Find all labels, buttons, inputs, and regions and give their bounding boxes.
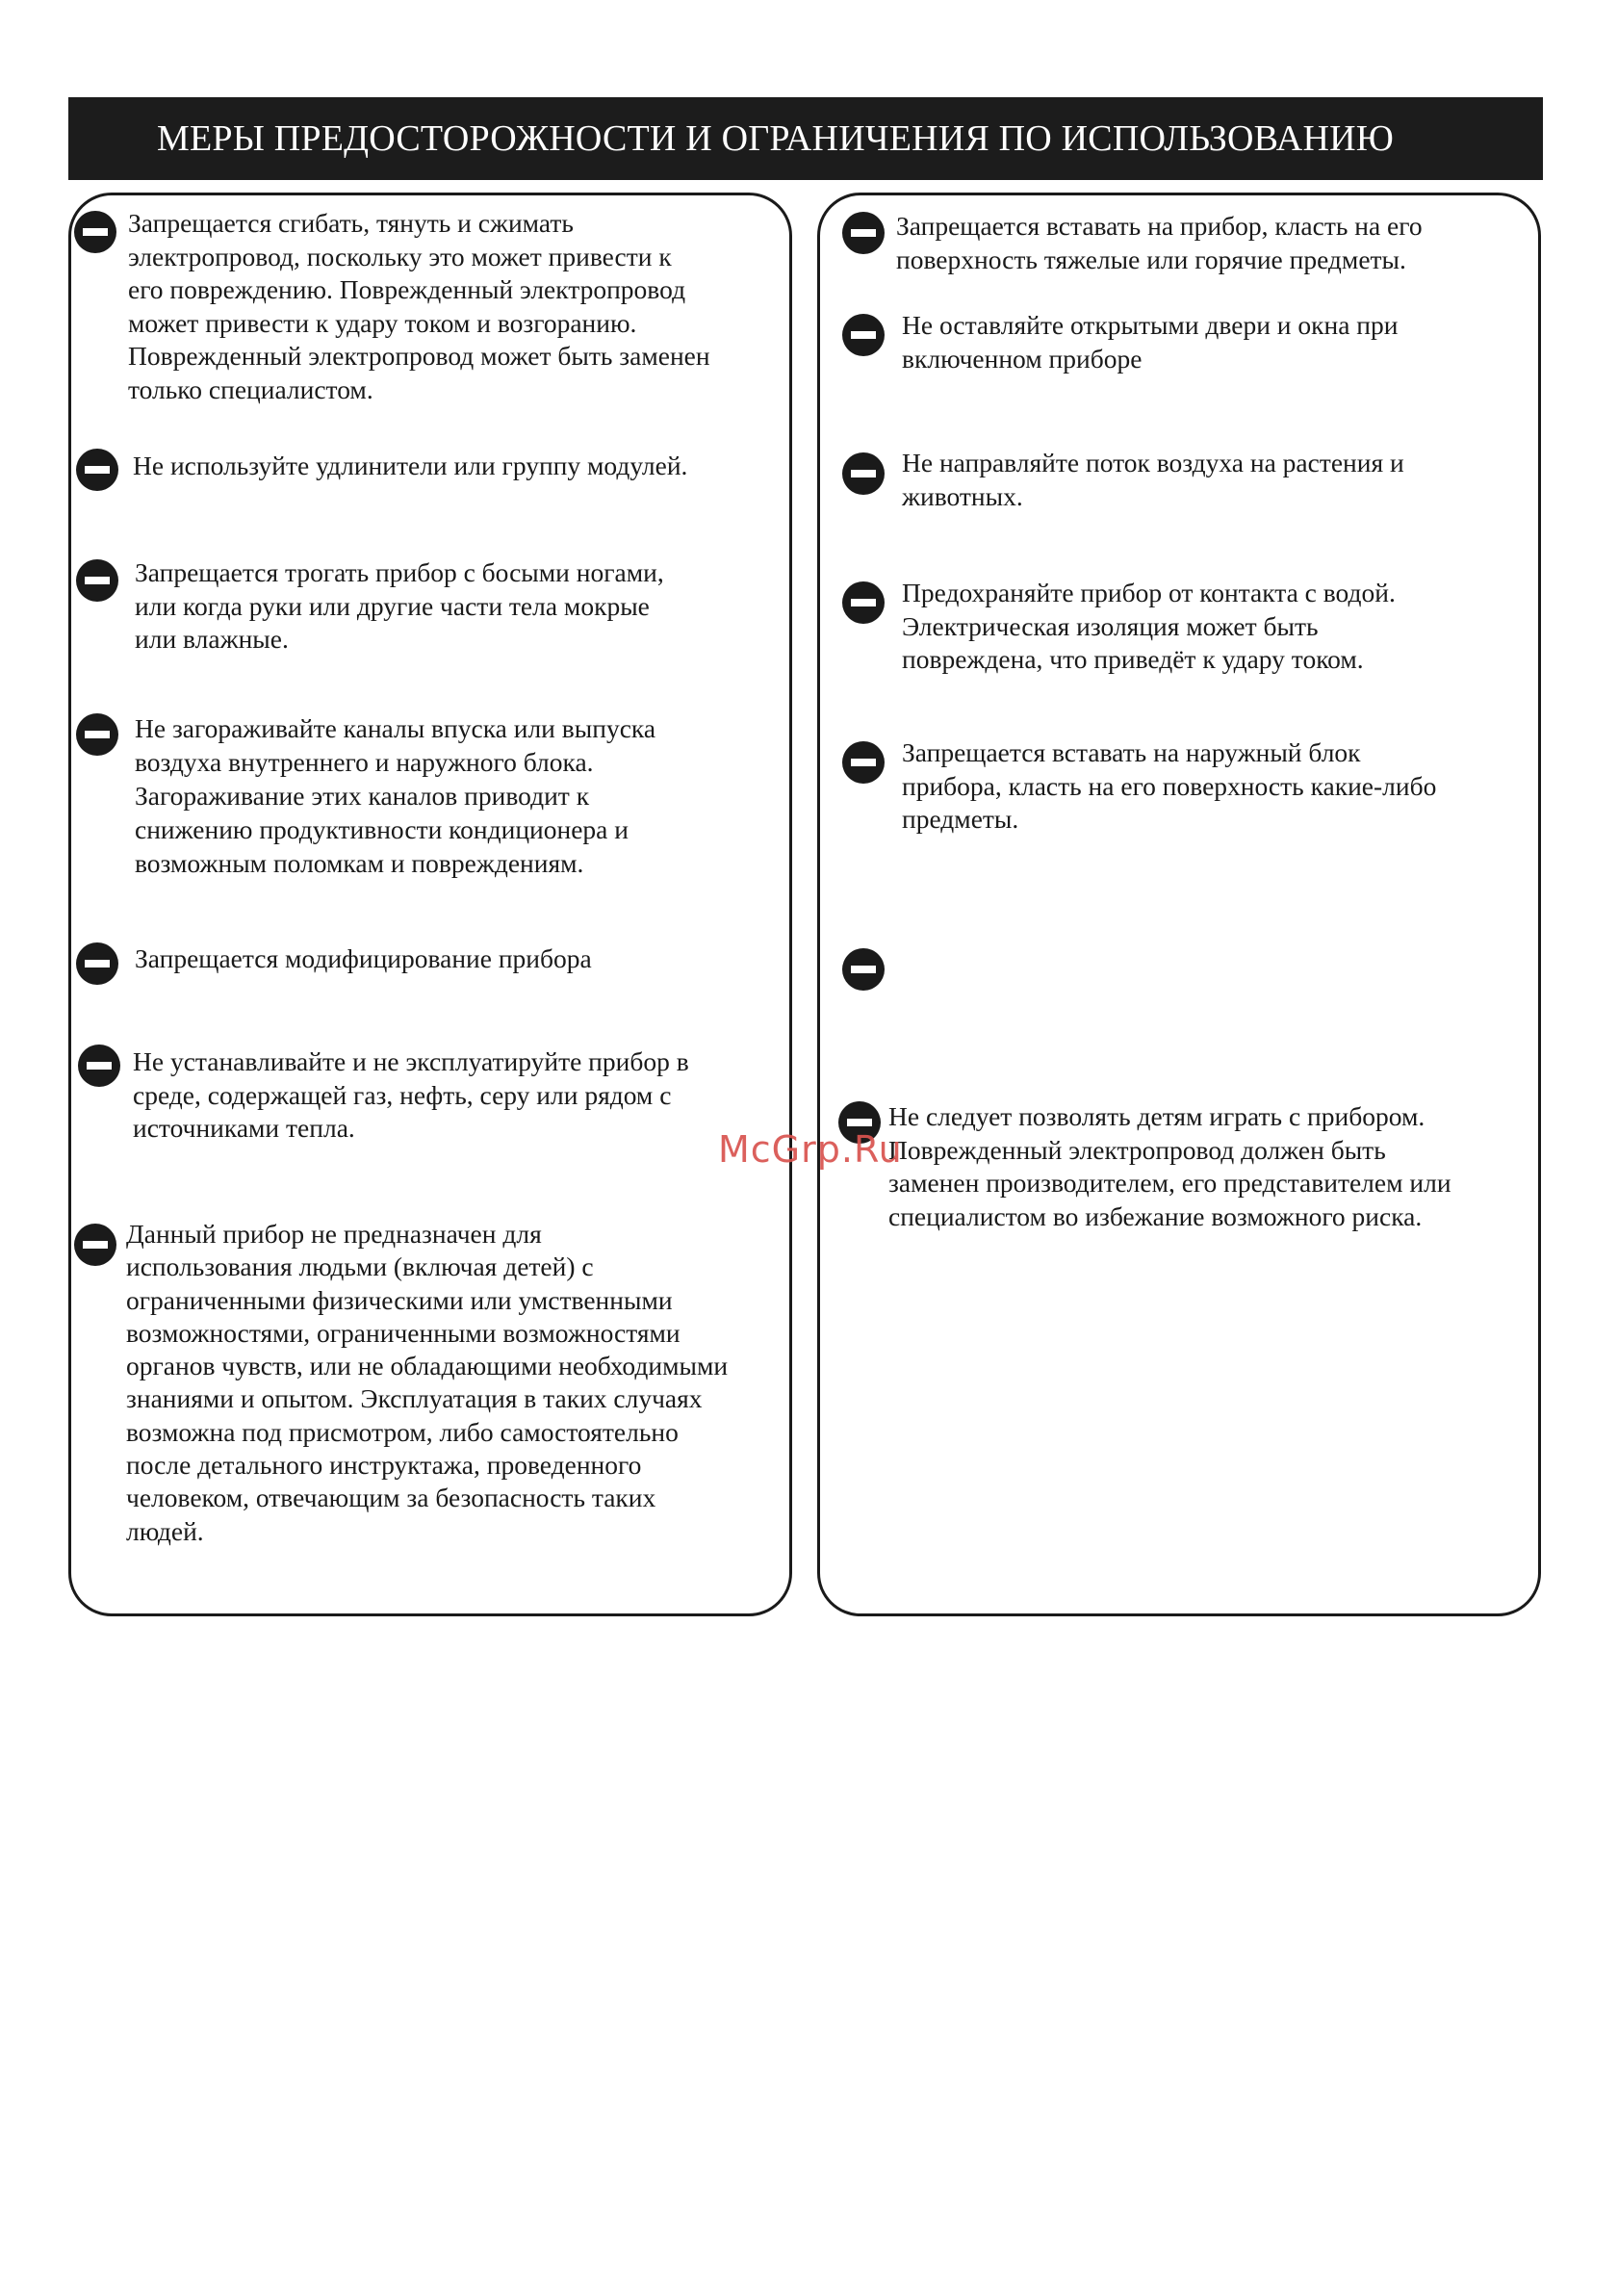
- prohibition-icon: [76, 713, 118, 756]
- prohibition-icon: [76, 942, 118, 985]
- precaution-item-airflow-plants: Не направляйте поток воздуха на растения и животных.: [902, 448, 1404, 511]
- prohibition-icon: [76, 559, 118, 602]
- prohibition-icon: [76, 449, 118, 491]
- page-title-bar: [68, 97, 1543, 180]
- page-title: МЕРЫ ПРЕДОСТОРОЖНОСТИ И ОГРАНИЧЕНИЯ ПО ИСПОЛЬЗОВАНИЮ: [157, 118, 1394, 159]
- prohibition-icon: [74, 211, 116, 253]
- precaution-item-outdoor-unit: Запрещается вставать на наружный блок прибора, класть на его поверхность какие-либо предметы.: [902, 737, 1437, 834]
- precaution-item-water-contact: Предохраняйте прибор от контакта с водой. Электрическая изоляция может быть повреждена, что приведёт к удару током.: [902, 578, 1396, 674]
- prohibition-icon: [78, 1045, 120, 1087]
- prohibition-icon: [842, 452, 885, 495]
- prohibition-icon: [842, 948, 885, 991]
- prohibition-icon: [842, 741, 885, 784]
- precaution-item-children: Не следует позволять детям играть с прибором. Поврежденный электропровод должен быть заменен производителем, его представителем или специалистом во избежание возможного риска.: [888, 1101, 1451, 1231]
- precaution-item-air-channels: Не загораживайте каналы впуска или выпуска воздуха внутреннего и наружного блока. Загораживание этих каналов приводит к снижению продуктивности кондиционера и возможным поломкам и повреждениям.: [135, 713, 656, 878]
- precaution-item-cord: Запрещается сгибать, тянуть и сжимать электропровод, поскольку это может привести к его повреждению. Поврежденный электропровод может привести к удару током и возгоранию. Поврежденный электропровод может быть заменен только специалистом.: [128, 208, 710, 404]
- prohibition-icon: [842, 314, 885, 356]
- precaution-item-gas-environment: Не устанавливайте и не эксплуатируйте прибор в среде, содержащей газ, нефть, серу или рядом с источниками тепла.: [133, 1046, 689, 1143]
- prohibition-icon: [74, 1224, 116, 1266]
- prohibition-icon: [842, 212, 885, 254]
- right-precautions-panel: [817, 193, 1541, 1616]
- precaution-item-doors-windows: Не оставляйте открытыми двери и окна при включенном приборе: [902, 310, 1399, 374]
- precaution-item-extension: Не используйте удлинители или группу модулей.: [133, 451, 688, 480]
- precaution-item-heavy-objects: Запрещается вставать на прибор, класть на его поверхность тяжелые или горячие предметы.: [896, 211, 1423, 274]
- precaution-item-modification: Запрещается модифицирование прибора: [135, 943, 592, 973]
- watermark: McGrp.Ru: [718, 1128, 903, 1171]
- prohibition-icon: [842, 581, 885, 624]
- precaution-item-limited-abilities: Данный прибор не предназначен для использования людьми (включая детей) с ограниченными физическими или умственными возможностями, ограниченными возможностями органов чувств, или не обладающими необходимыми знаниями и опытом. Эксплуатация в таких случаях возможна под присмотром, либо самостоятельно после детального инструктажа, проведенного человеком, отвечающим за безопасность таких людей.: [126, 1219, 729, 1546]
- precaution-item-wet-hands: Запрещается трогать прибор с босыми ногами, или когда руки или другие части тела мокрые или влажные.: [135, 557, 664, 654]
